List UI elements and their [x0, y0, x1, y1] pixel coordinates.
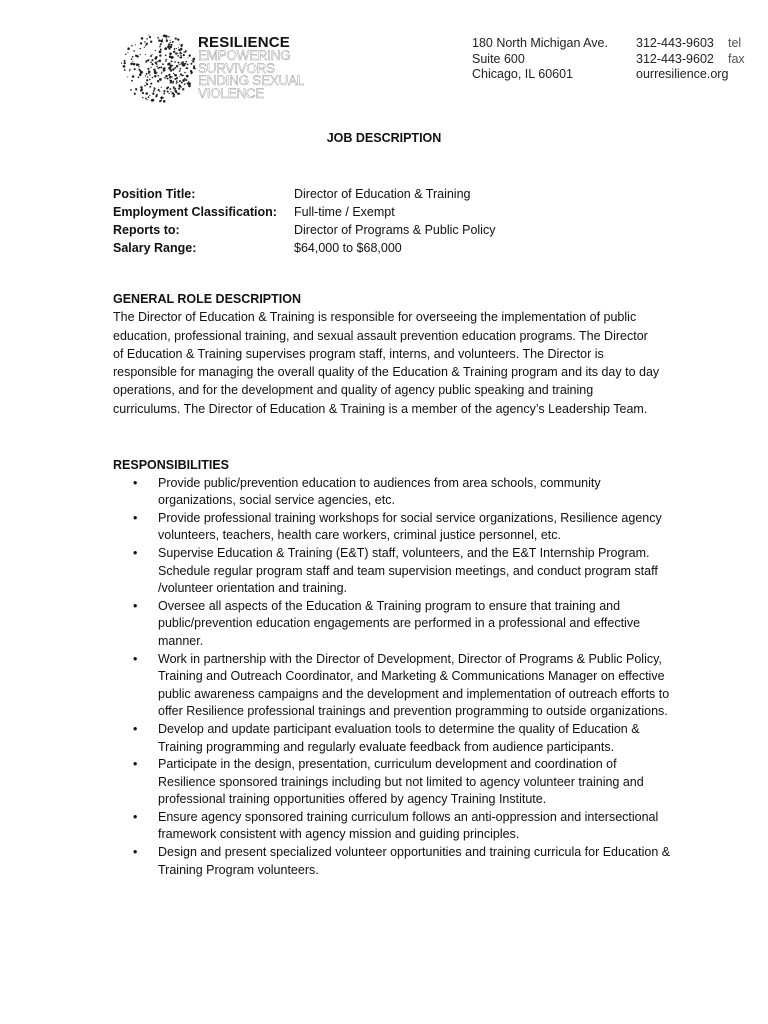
website-link[interactable]: ourresilience.org: [636, 67, 729, 81]
org-tagline-line: ENDING SEXUAL: [198, 73, 305, 88]
list-item-text: Work in partnership with the Director of Development, Director of Programs & Public Policy, Training and Outreach Coordinator, and Marketing & Communications Manager on effective public awareness campaigns and the development and implementation of outreach efforts to offer Resilience professional trainings and prevention programming to outside organizations.: [158, 651, 670, 719]
list-item-text: Provide professional training workshops for social service organizations, Resilience agency volunteers, teachers, health care workers, criminal justice personnel, etc.: [158, 510, 662, 543]
position-fields: [113, 185, 495, 257]
field-row: [113, 239, 495, 257]
fax-number: 312-443-9602: [636, 51, 714, 66]
field-value: Full-time / Exempt: [294, 205, 395, 219]
responsibilities-list: [113, 475, 673, 880]
bullet-icon: •: [133, 757, 138, 772]
list-item-text: Design and present specialized volunteer opportunities and training curricula for Education & Training Program volunteers.: [158, 845, 671, 877]
field-value: Director of Education & Training: [294, 187, 471, 201]
field-value: Director of Programs & Public Policy: [294, 223, 496, 237]
responsibilities-section: [113, 457, 673, 879]
general-role-section: [113, 290, 661, 418]
list-item-text: Develop and update participant evaluation tools to determine the quality of Education & Training programming and regularly evaluate feedback from audience participants.: [158, 721, 640, 754]
bullet-icon: •: [133, 809, 138, 824]
list-item-text: Participate in the design, presentation, curriculum development and coordination of Resilience sponsored trainings including but not limited to agency volunteer training and professional training opportunities offered by agency Training Institute.: [158, 757, 644, 807]
list-item: [113, 809, 673, 844]
list-item: [113, 721, 673, 756]
section-heading: RESPONSIBILITIES: [113, 458, 229, 472]
address-line: Suite 600: [472, 51, 525, 66]
contact-row-fax: [636, 52, 745, 68]
list-item-text: Ensure agency sponsored training curriculum follows an anti-oppression and intersectional framework consistent with agency mission and guiding principles.: [158, 809, 659, 842]
section-heading: GENERAL ROLE DESCRIPTION: [113, 292, 301, 306]
list-item: [113, 651, 673, 721]
org-contact: [636, 36, 745, 83]
org-name: RESILIENCE: [198, 34, 291, 51]
org-tagline-line: EMPOWERING: [198, 48, 291, 63]
list-item-text: Provide public/prevention education to audiences from area schools, community organizations, social service agencies, etc.: [158, 475, 601, 508]
field-label: Employment Classification:: [113, 205, 277, 219]
page-title: JOB DESCRIPTION: [326, 131, 442, 145]
field-label: Position Title:: [113, 187, 196, 201]
field-row: [113, 203, 495, 221]
field-row: [113, 185, 495, 203]
fax-label: fax: [728, 51, 745, 66]
field-row: [113, 221, 495, 239]
list-item-text: Supervise Education & Training (E&T) staff, volunteers, and the E&T Internship Program. Schedule regular program staff and team supervision meetings, and conduct program staff /volunteer orientation and training.: [158, 545, 658, 596]
field-value: $64,000 to $68,000: [294, 241, 402, 255]
resilience-logo-dots-icon: [114, 34, 196, 104]
field-label: Reports to:: [113, 223, 180, 237]
bullet-icon: •: [133, 545, 138, 560]
org-address: [472, 36, 608, 83]
phone-number: 312-443-9603: [636, 36, 714, 50]
bullet-icon: •: [133, 598, 138, 613]
field-label: Salary Range:: [113, 241, 197, 255]
list-item: [113, 545, 673, 598]
list-item: [113, 475, 673, 510]
address-line: 180 North Michigan Ave.: [472, 36, 608, 50]
address-line: Chicago, IL 60601: [472, 67, 574, 81]
org-identity: [198, 36, 304, 100]
bullet-icon: •: [133, 651, 138, 666]
phone-label: tel: [728, 36, 742, 50]
list-item: [113, 510, 673, 545]
list-item: [113, 844, 673, 879]
general-role-text: The Director of Education & Training is responsible for overseeing the implementation of public education, professional training, and sexual assault prevention education programs. The Director of Education & Training supervises program staff, interns, and volunteers. The Director is responsible for managing the overall quality of the Education & Training program and its day to day operations, and for the development and quality of agency public speaking and training curriculums. The Director of Education & Training is a member of the agency’s Leadership Team.: [113, 310, 660, 416]
org-tagline-line: VIOLENCE: [198, 85, 265, 101]
list-item-text: Oversee all aspects of the Education & Training program to ensure that training and public/prevention education engagements are performed in a professional and effective manner.: [158, 598, 641, 648]
list-item: [113, 598, 673, 651]
bullet-icon: •: [133, 475, 138, 490]
contact-row-web: [636, 67, 745, 83]
bullet-icon: •: [133, 721, 138, 736]
contact-row-tel: [636, 36, 745, 52]
list-item: [113, 756, 673, 809]
bullet-icon: •: [133, 845, 138, 860]
bullet-icon: •: [133, 510, 138, 525]
org-tagline-line: SURVIVORS: [198, 60, 275, 76]
